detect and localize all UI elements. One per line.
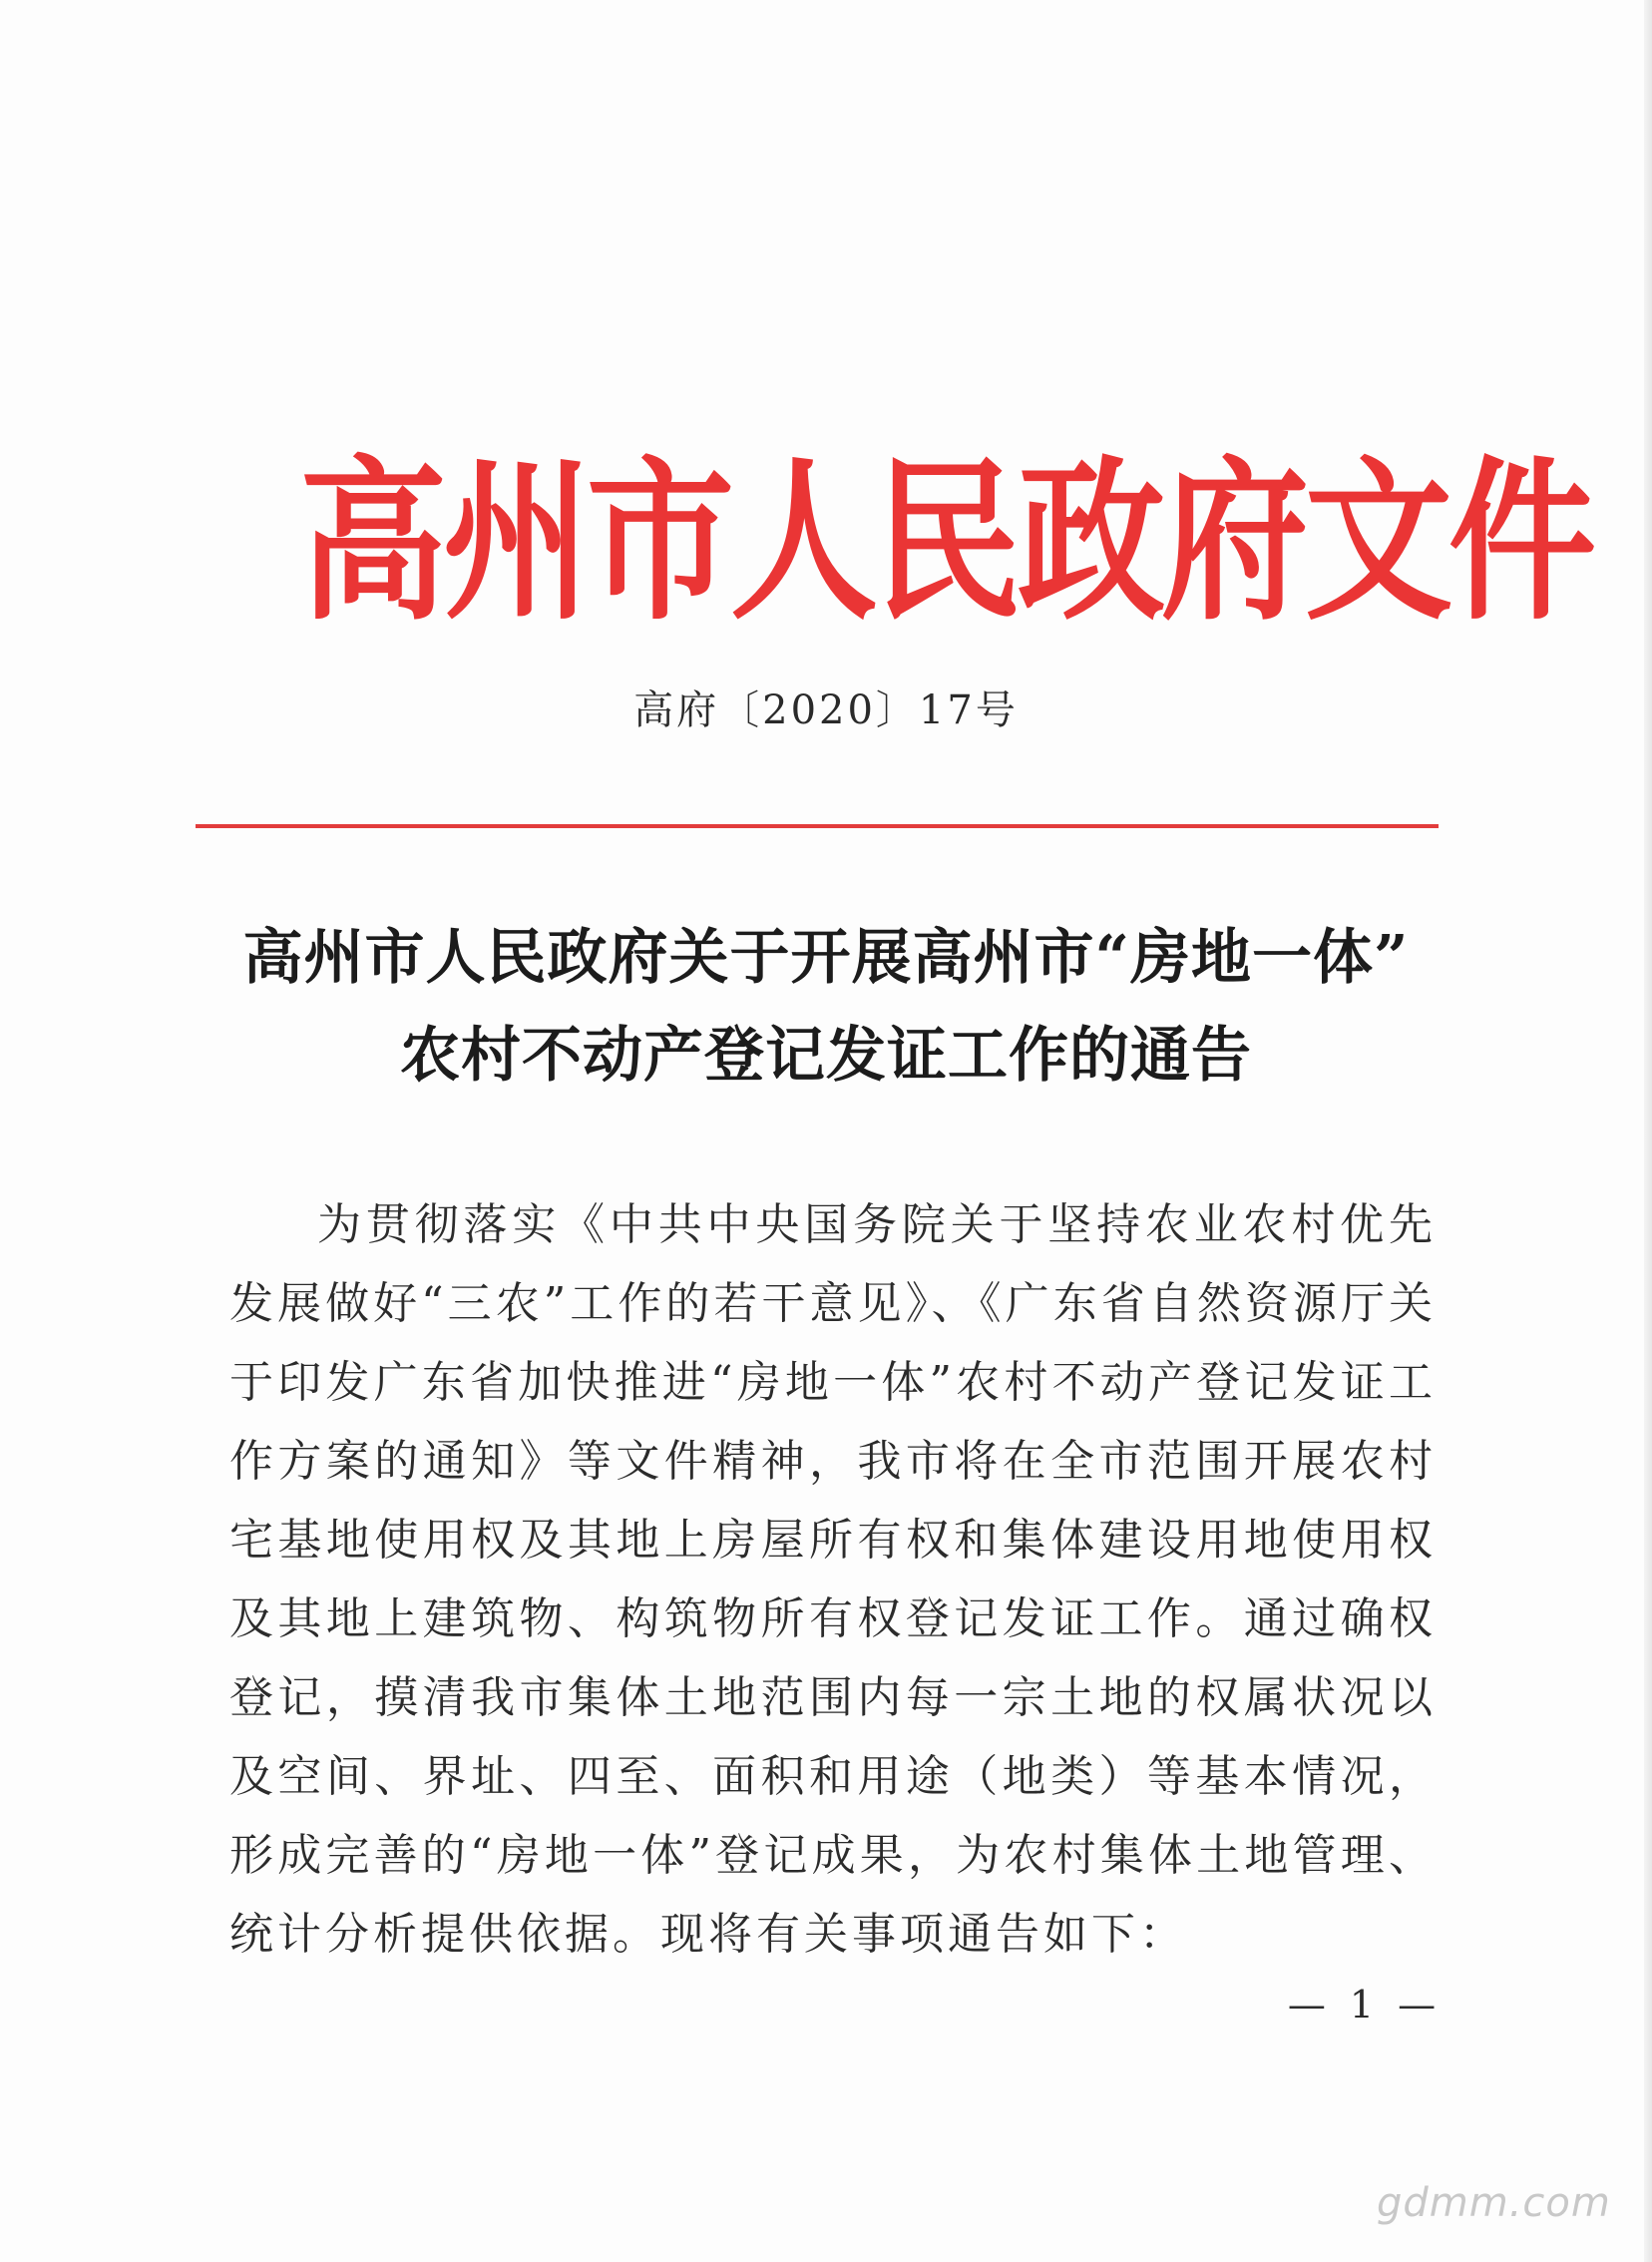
document-masthead: 高州市人民政府文件	[299, 438, 1592, 644]
document-title-line-1: 高州市人民政府关于开展高州市“房地一体”	[242, 923, 1410, 993]
page-number: — 1 —	[1287, 1983, 1443, 2027]
site-watermark: gdmm.com	[1377, 2180, 1611, 2226]
document-title-line-2: 农村不动产登记发证工作的通告	[400, 1021, 1252, 1091]
document-body-paragraph: 为贯彻落实《中共中央国务院关于坚持农业农村优先发展做好“三农”工作的若干意见》、《广东省自然资源厅关于印发广东省加快推进“房地一体”农村不动产登记发证工作方案的通知》等文件精神，我市将在全市范围开展农村宅基地使用权及其地上房屋所有权和集体建设用地使用权及其地上建筑物、构筑物所有权登记发证工作。通过确权登记，摸清我市集体土地范围内每一宗土地的权属状况以及空间、界址、四至、面积和用途（地类）等基本情况，形成完善的“房地一体”登记成果，为农村集体土地管理、统计分析提供依据。现将有关事项通告如下：	[229, 1199, 1437, 1960]
red-divider-line	[196, 824, 1439, 828]
page-edge-shadow	[1644, 0, 1652, 2262]
document-number: 高府〔2020〕17号	[633, 687, 1019, 733]
